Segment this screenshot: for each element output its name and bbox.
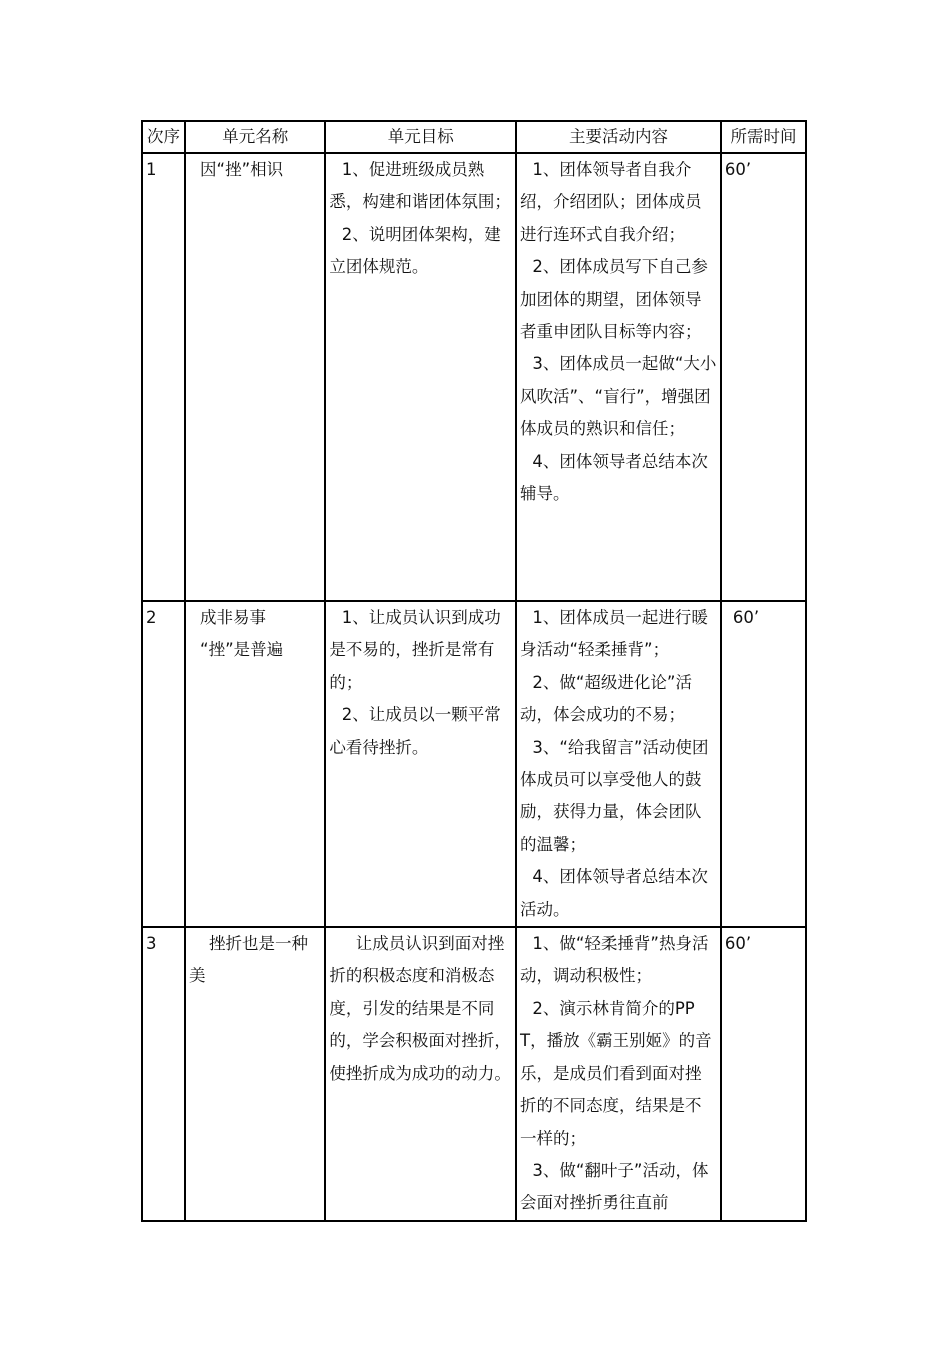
time-value: 60’ — [724, 934, 752, 954]
time-value: 60’ — [732, 608, 760, 627]
activity-item: 3、“给我留言”活动使团体成员可以享受他人的鼓励，获得力量，体会团队的温馨； — [519, 737, 709, 854]
table-row — [142, 927, 806, 1221]
seq-value: 3 — [146, 934, 157, 954]
seq-cell — [142, 153, 185, 601]
activities-cell — [516, 601, 721, 927]
time-value: 60’ — [724, 160, 752, 179]
activity-item: 3、做“翻叶子”活动，体会面对挫折勇往直前 — [519, 1160, 709, 1213]
unit-name-line: 挫折也是一种美 — [189, 934, 309, 986]
unit-name-line: “挫”是普遍 — [200, 640, 284, 660]
unit-plan-table — [141, 120, 807, 1222]
activity-item: 3、团体成员一起做“大小风吹活”、“盲行”，增强团体成员的熟识和信任； — [519, 354, 717, 439]
header-activities: 主要活动内容 — [516, 121, 721, 153]
goal-item: 2、说明团体架构，建立团体规范。 — [329, 224, 501, 277]
unit-name-cell — [185, 153, 325, 601]
goal-item: 让成员认识到面对挫折的积极态度和消极态度，引发的结果是不同的，学会积极面对挫折，使挫折成为成功的动力。 — [329, 934, 511, 1083]
time-cell — [721, 601, 806, 927]
seq-value: 2 — [146, 608, 157, 627]
table-header-row — [142, 121, 806, 153]
goal-item: 1、促进班级成员熟悉，构建和谐团体氛围； — [329, 160, 511, 212]
activity-item: 1、做“轻柔捶背”热身活动，调动积极性； — [519, 934, 709, 986]
unit-name-line: 成非易事 — [200, 608, 267, 627]
unit-name-cell — [185, 601, 325, 927]
activity-item: 1、团体成员一起进行暖身活动“轻柔捶背”； — [519, 608, 708, 660]
seq-cell — [142, 927, 185, 1221]
activity-item: 4、团体领导者总结本次辅导。 — [519, 451, 708, 504]
header-unit-name: 单元名称 — [185, 121, 325, 153]
activities-cell — [516, 153, 721, 601]
table-row — [142, 601, 806, 927]
activity-item: 2、做“超级进化论”活动，体会成功的不易； — [519, 672, 692, 725]
seq-cell — [142, 601, 185, 927]
unit-name-cell — [185, 927, 325, 1221]
activity-item: 2、团体成员写下自己参加团体的期望，团体领导者重申团队目标等内容； — [519, 257, 708, 342]
header-unit-goal: 单元目标 — [325, 121, 516, 153]
unit-name-line: 因“挫”相识 — [200, 160, 284, 179]
table-row — [142, 153, 806, 601]
header-seq: 次序 — [142, 121, 185, 153]
activity-item: 4、团体领导者总结本次活动。 — [519, 867, 708, 919]
goal-item: 1、让成员认识到成功是不易的，挫折是常有的； — [329, 608, 501, 692]
time-cell — [721, 927, 806, 1221]
activity-item: 2、演示林肯简介的PPT，播放《霸王别姬》的音乐，是成员们看到面对挫折的不同态度，结果是不一样的； — [519, 998, 712, 1148]
unit-goal-cell — [325, 153, 516, 601]
header-time: 所需时间 — [721, 121, 806, 153]
goal-item: 2、让成员以一颗平常心看待挫折。 — [329, 705, 501, 757]
unit-goal-cell — [325, 601, 516, 927]
time-cell — [721, 153, 806, 601]
seq-value: 1 — [146, 160, 157, 179]
activities-cell — [516, 927, 721, 1221]
activity-item: 1、团体领导者自我介绍，介绍团队；团体成员进行连环式自我介绍； — [519, 160, 702, 244]
unit-goal-cell — [325, 927, 516, 1221]
